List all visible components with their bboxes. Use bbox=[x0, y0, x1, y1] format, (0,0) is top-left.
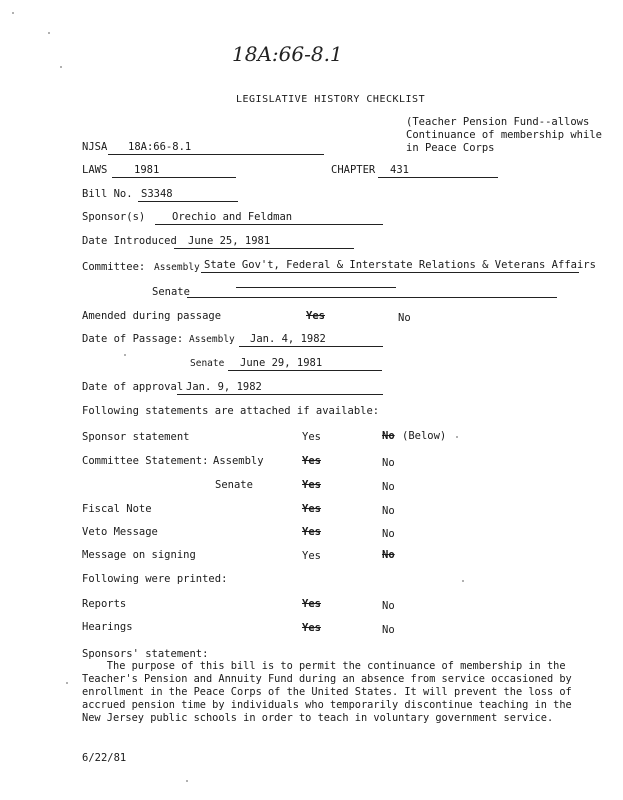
bill-label: Bill No. bbox=[82, 188, 133, 200]
statements-heading: Following statements are attached if available: bbox=[82, 405, 380, 417]
printed-heading: Following were printed: bbox=[82, 573, 228, 585]
scan-speck bbox=[124, 354, 126, 356]
committee-statement-label: Committee Statement: bbox=[82, 455, 209, 467]
date-introduced-label: Date Introduced bbox=[82, 235, 177, 247]
sponsors-statement-line-3: enrollment in the Peace Corps of the United States. It will prevent the loss of bbox=[82, 686, 572, 698]
committee-assembly-value: State Gov't, Federal & Interstate Relations & Veterans Affairs bbox=[204, 259, 596, 271]
passage-label: Date of Passage: bbox=[82, 333, 184, 345]
sponsors-statement-line-2: Teacher's Pension and Annuity Fund during an absence from service occasioned by bbox=[82, 673, 572, 685]
passage-senate-label: Senate bbox=[190, 358, 225, 369]
sponsors-statement-body bbox=[82, 660, 582, 725]
njsa-label: NJSA bbox=[82, 141, 108, 153]
scan-speck bbox=[456, 436, 458, 438]
fiscal-note-label: Fiscal Note bbox=[82, 503, 152, 515]
reports-no: No bbox=[382, 600, 395, 612]
page-title: LEGISLATIVE HISTORY CHECKLIST bbox=[236, 94, 426, 105]
date-introduced-value: June 25, 1981 bbox=[188, 235, 271, 247]
committee-statement-senate-yes: Yes bbox=[302, 479, 321, 491]
sponsor-statement-label: Sponsor statement bbox=[82, 431, 190, 443]
sponsor-statement-note: (Below) bbox=[402, 430, 447, 442]
sponsor-statement-yes: Yes bbox=[302, 431, 321, 443]
veto-message-label: Veto Message bbox=[82, 526, 158, 538]
laws-underline bbox=[112, 177, 236, 178]
scan-speck bbox=[462, 580, 464, 582]
committee-senate-label: Senate bbox=[152, 286, 190, 298]
approval-label: Date of approval bbox=[82, 381, 184, 393]
date-introduced-underline bbox=[174, 248, 354, 249]
note-line-2: Continuance of membership while bbox=[406, 129, 602, 141]
sponsors-statement-line-1: The purpose of this bill is to permit the continuance of membership in the bbox=[82, 660, 566, 672]
passage-assembly-underline bbox=[239, 346, 383, 347]
scan-speck bbox=[66, 682, 68, 684]
message-signing-no: No bbox=[382, 549, 395, 561]
sponsors-statement-line-4: accrued pension time by individuals who temporarily discontinue teaching in the bbox=[82, 699, 572, 711]
reports-label: Reports bbox=[82, 598, 127, 610]
message-signing-label: Message on signing bbox=[82, 549, 196, 561]
passage-assembly-value: Jan. 4, 1982 bbox=[250, 333, 326, 345]
message-signing-yes: Yes bbox=[302, 550, 321, 562]
committee-statement-senate-no: No bbox=[382, 481, 395, 493]
sponsors-label: Sponsor(s) bbox=[82, 211, 146, 223]
hearings-label: Hearings bbox=[82, 621, 133, 633]
laws-label: LAWS bbox=[82, 164, 108, 176]
passage-senate-underline bbox=[228, 370, 382, 371]
sponsor-statement-no: No bbox=[382, 430, 395, 442]
reports-yes: Yes bbox=[302, 598, 321, 610]
committee-statement-assembly-no: No bbox=[382, 457, 395, 469]
footer-date: 6/22/81 bbox=[82, 752, 127, 764]
sponsors-statement-heading: Sponsors' statement: bbox=[82, 648, 209, 660]
sponsors-underline bbox=[155, 224, 383, 225]
passage-senate-value: June 29, 1981 bbox=[240, 357, 323, 369]
scan-speck bbox=[186, 780, 188, 782]
veto-message-no: No bbox=[382, 528, 395, 540]
amended-no: No bbox=[398, 312, 411, 324]
fiscal-note-no: No bbox=[382, 505, 395, 517]
chapter-underline bbox=[378, 177, 498, 178]
bill-value: S3348 bbox=[141, 188, 173, 200]
scan-speck bbox=[48, 32, 50, 34]
veto-message-yes: Yes bbox=[302, 526, 321, 538]
chapter-label: CHAPTER bbox=[331, 164, 376, 176]
approval-value: Jan. 9, 1982 bbox=[186, 381, 262, 393]
hearings-no: No bbox=[382, 624, 395, 636]
committee-statement-senate-label: Senate bbox=[215, 479, 253, 491]
approval-underline bbox=[177, 394, 383, 395]
passage-assembly-label: Assembly bbox=[189, 334, 235, 345]
sponsors-value: Orechio and Feldman bbox=[172, 211, 293, 223]
committee-senate-underline bbox=[187, 297, 557, 298]
committee-statement-assembly-label: Assembly bbox=[213, 455, 264, 467]
sponsors-statement-line-5: New Jersey public schools in order to teach in voluntary government service. bbox=[82, 712, 554, 724]
njsa-value: 18A:66-8.1 bbox=[128, 141, 192, 153]
scan-speck bbox=[12, 12, 14, 14]
committee-assembly-underline bbox=[201, 272, 579, 273]
bill-underline bbox=[138, 201, 238, 202]
handwritten-reference: 18A:66-8.1 bbox=[232, 42, 343, 66]
note-line-1: (Teacher Pension Fund--allows bbox=[406, 116, 590, 128]
njsa-underline bbox=[108, 154, 324, 155]
hearings-yes: Yes bbox=[302, 622, 321, 634]
committee-label: Committee: bbox=[82, 261, 146, 273]
scan-speck bbox=[60, 66, 62, 68]
fiscal-note-yes: Yes bbox=[302, 503, 321, 515]
committee-senate-extra-line bbox=[236, 287, 396, 288]
committee-statement-assembly-yes: Yes bbox=[302, 455, 321, 467]
committee-assembly-label: Assembly bbox=[154, 262, 200, 273]
note-line-3: in Peace Corps bbox=[406, 142, 495, 154]
amended-label: Amended during passage bbox=[82, 310, 222, 322]
amended-yes: Yes bbox=[306, 310, 325, 322]
laws-value: 1981 bbox=[134, 164, 160, 176]
chapter-value: 431 bbox=[390, 164, 409, 176]
